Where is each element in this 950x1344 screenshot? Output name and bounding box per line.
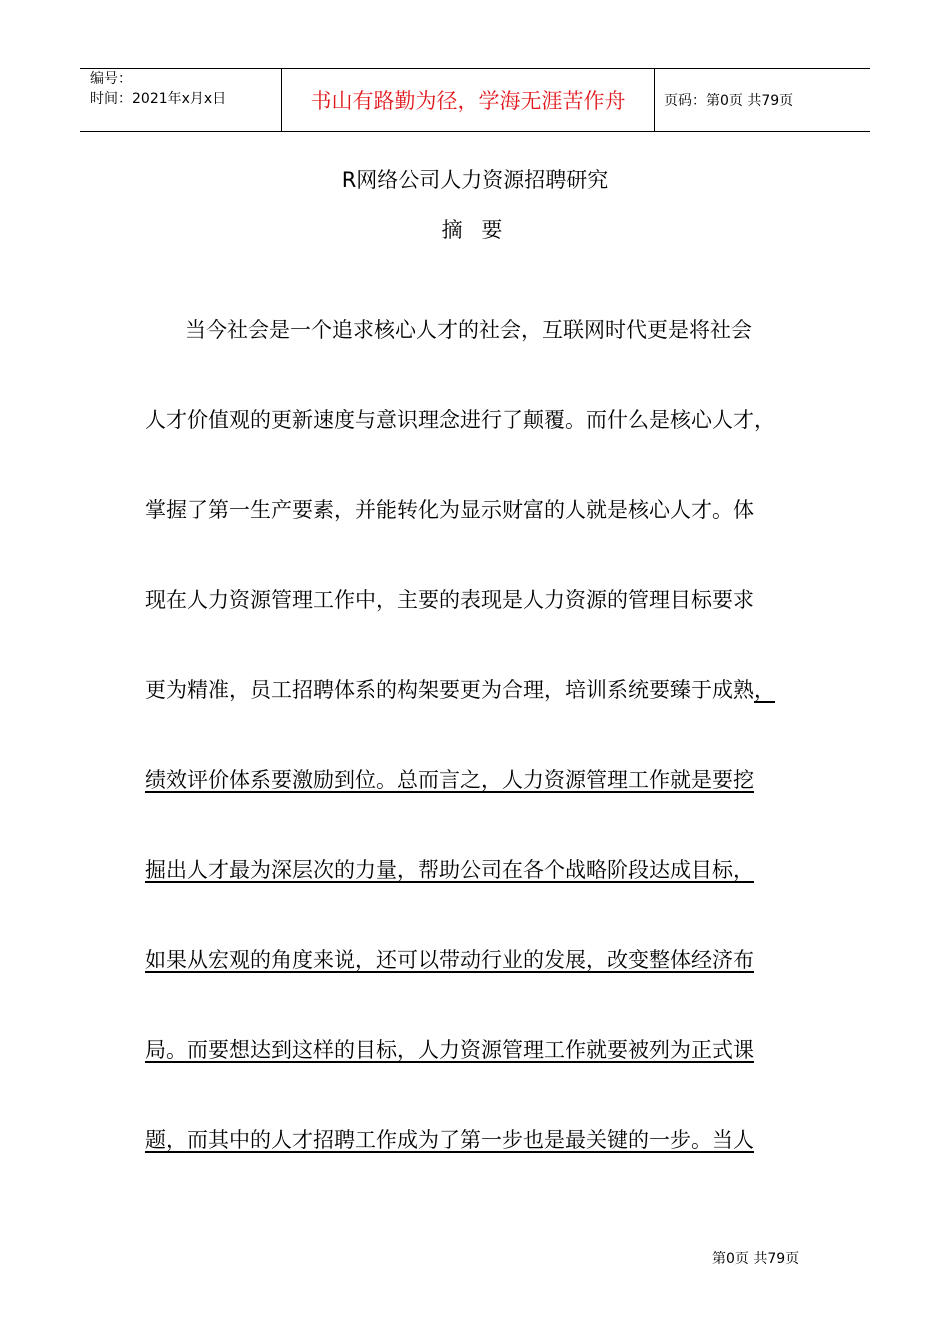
abstract-line-underlined: 题，而其中的人才招聘工作成为了第一步也是最关键的一步。当人 xyxy=(145,1128,754,1152)
abstract-line: 人才价值观的更新速度与意识理念进行了颠覆。而什么是核心人才， xyxy=(145,408,775,432)
header-divider-right xyxy=(654,69,655,131)
document-title: R网络公司人力资源招聘研究 xyxy=(341,168,609,192)
abstract-line: 当今社会是一个追求核心人才的社会，互联网时代更是将社会 xyxy=(185,318,752,342)
abstract-line-underlined: 局。而要想达到这样的目标，人力资源管理工作就要被列为正式课 xyxy=(145,1038,754,1062)
underlined-comma: ， xyxy=(754,678,775,702)
header-meta xyxy=(90,69,226,109)
header-page-info: 页码：第0页 共79页 xyxy=(664,93,794,109)
header-table xyxy=(80,68,870,132)
document-number-label: 编号： xyxy=(90,71,132,87)
abstract-line-underlined: 如果从宏观的角度来说，还可以带动行业的发展，改变整体经济布 xyxy=(145,948,754,972)
abstract-line: 更为精准，员工招聘体系的构架要更为合理，培训系统要臻于成熟， xyxy=(145,678,775,702)
abstract-line-underlined: 掘出人才最为深层次的力量，帮助公司在各个战略阶段达成目标， xyxy=(145,858,754,882)
abstract-line: 现在人力资源管理工作中，主要的表现是人力资源的管理目标要求 xyxy=(145,588,754,612)
abstract-line: 掌握了第一生产要素，并能转化为显示财富的人就是核心人才。体 xyxy=(145,498,754,522)
abstract-heading: 摘 要 xyxy=(441,218,509,242)
document-time-label: 时间：2021年x月x日 xyxy=(90,91,227,107)
header-motto: 书山有路勤为径，学海无涯苦作舟 xyxy=(310,89,626,113)
footer-page-info: 第0页 共79页 xyxy=(712,1251,800,1267)
abstract-line-underlined: 绩效评价体系要激励到位。总而言之，人力资源管理工作就是要挖 xyxy=(145,768,754,792)
